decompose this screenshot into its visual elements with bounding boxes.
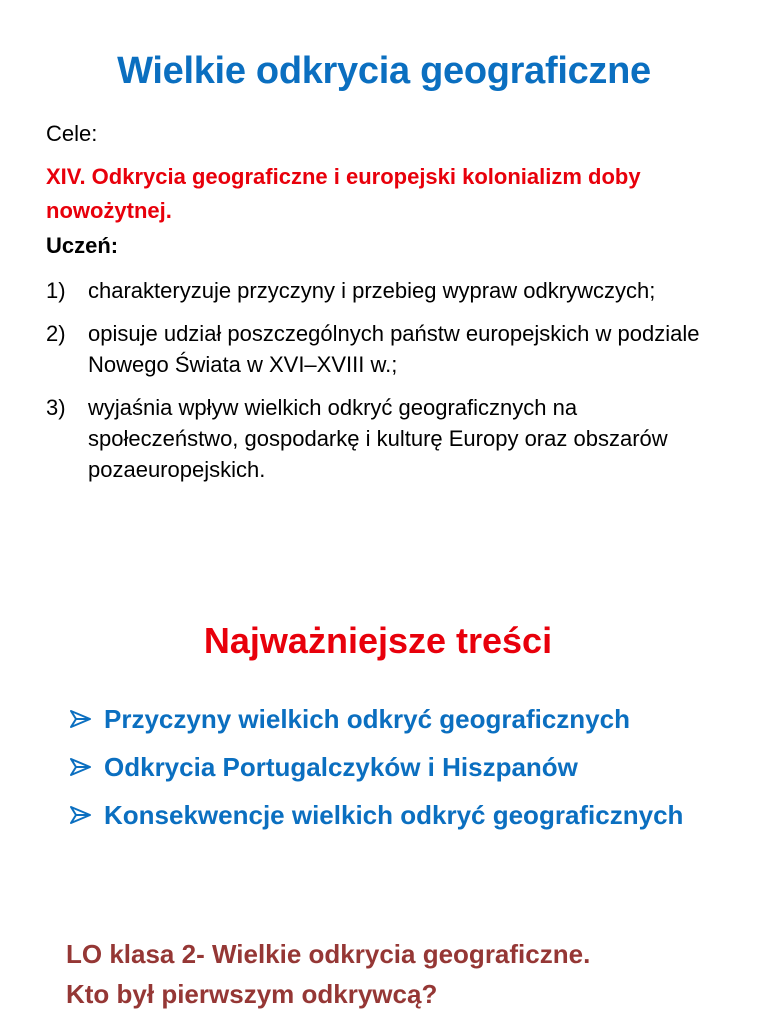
curriculum-section-heading: XIV. Odkrycia geograficzne i europejski kolonializm doby nowożytnej.	[46, 164, 641, 223]
goal-text: opisuje udział poszczególnych państw europejskich w podziale Nowego Świata w XVI–XVIII w.;	[88, 321, 700, 377]
student-label: Uczeń:	[46, 233, 119, 258]
section-subtitle: Najważniejsze treści	[203, 620, 553, 661]
goals-list	[46, 275, 716, 497]
arrow-bullet-icon	[66, 796, 104, 834]
footer-line-2: Kto był pierwszym odkrywcą?	[66, 979, 438, 1009]
goal-item	[46, 392, 716, 485]
goal-number: 3)	[46, 395, 66, 420]
goal-number: 2)	[46, 321, 66, 346]
topic-text: Przyczyny wielkich odkryć geograficznych	[104, 704, 630, 734]
goals-label: Cele:	[46, 121, 98, 146]
topic-item	[66, 700, 726, 738]
goal-item	[46, 318, 716, 380]
arrow-bullet-icon	[66, 748, 104, 786]
topic-item	[66, 748, 726, 786]
arrow-bullet-icon	[66, 700, 104, 738]
goal-text: charakteryzuje przyczyny i przebieg wypraw odkrywczych;	[88, 278, 656, 303]
goal-text: wyjaśnia wpływ wielkich odkryć geograficznych na społeczeństwo, gospodarkę i kulturę Europy oraz obszarów pozaeuropejskich.	[88, 395, 668, 482]
topics-list	[66, 700, 726, 844]
page-title: Wielkie odkrycia geograficzne	[117, 50, 651, 92]
topic-text: Odkrycia Portugalczyków i Hiszpanów	[104, 752, 578, 782]
goal-item	[46, 275, 716, 306]
topic-text: Konsekwencje wielkich odkryć geograficznych	[104, 800, 684, 830]
footer-caption	[66, 934, 746, 1014]
footer-line-1: LO klasa 2- Wielkie odkrycia geograficzne.	[66, 939, 591, 969]
topic-item	[66, 796, 726, 834]
goal-number: 1)	[46, 278, 66, 303]
